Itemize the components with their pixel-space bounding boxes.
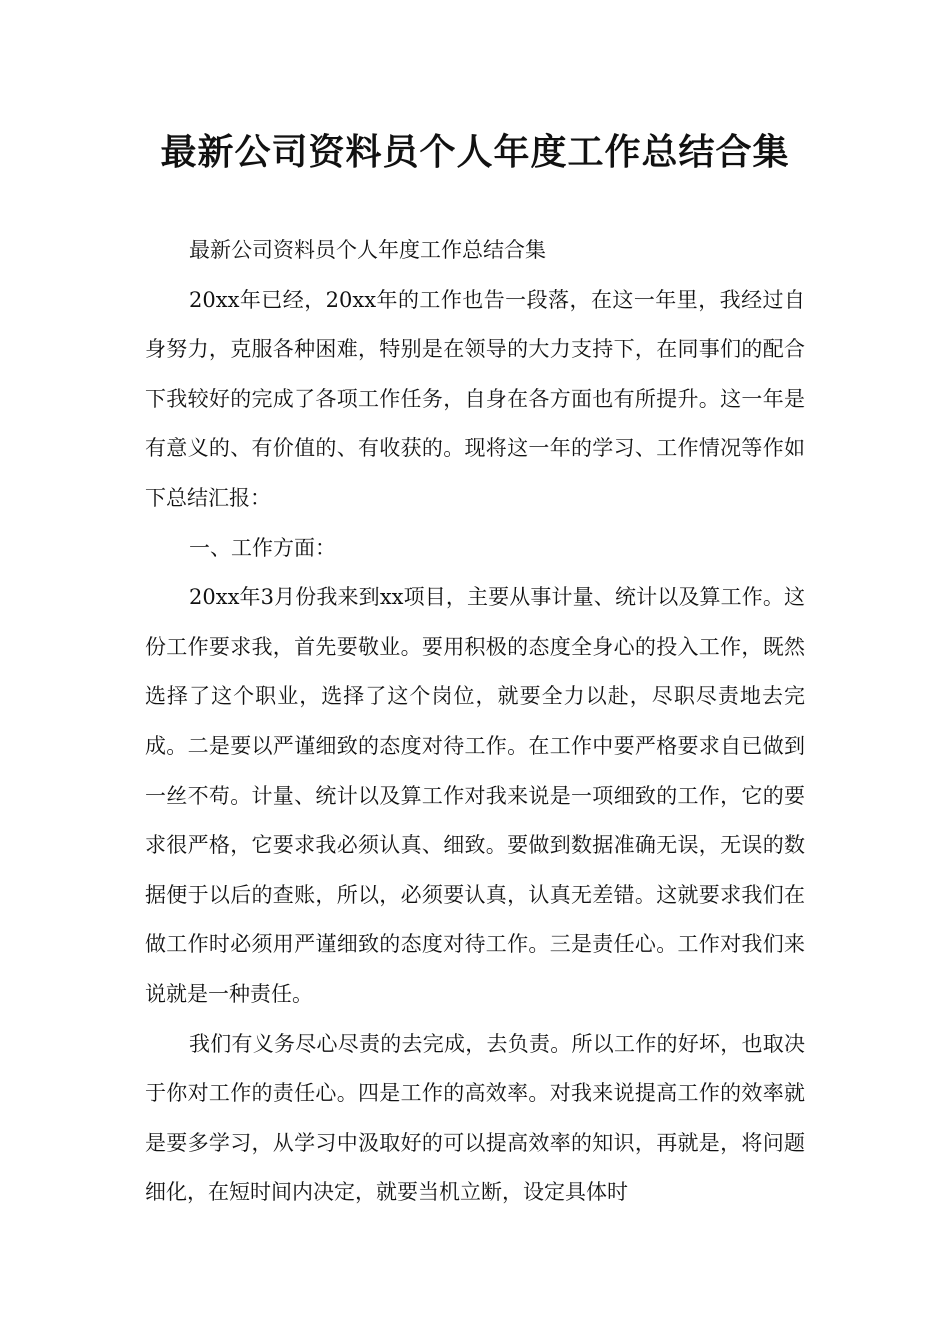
document-title: 最新公司资料员个人年度工作总结合集 <box>160 132 790 173</box>
section-heading-work: 一、工作方面： <box>189 535 336 560</box>
paragraph-subtitle: 最新公司资料员个人年度工作总结合集 <box>189 238 546 262</box>
paragraph-work-details: 20xx年3月份我来到xx项目，主要从事计量、统计以及算工作。这份工作要求我，首先要敬业。要用积极的态度全身心的投入工作，既然选择了这个职业，选择了这个岗位，就要全力以赴，尽职尽责地去完成。二是要以严谨细致的态度对待工作。在工作中要严格要求自已做到一丝不苟。计量、统计以及算工作对我来说是一项细致的工作，它的要求很严格，它要求我必须认真、细致。要做到数据准确无误，无误的数据便于以后的查账，所以，必须要认真，认真无差错。这就要求我们在做工作时必须用严谨细致的态度对待工作。三是责任心。工作对我们来说就是一种责任。 <box>145 585 805 1006</box>
paragraph-intro: 20xx年已经，20xx年的工作也告一段落，在这一年里，我经过自身努力，克服各种困难，特别是在领导的大力支持下，在同事们的配合下我较好的完成了各项工作任务，自身在各方面也有所提升。这一年是有意义的、有价值的、有收获的。现将这一年的学习、工作情况等作如下总结汇报： <box>145 287 805 510</box>
paragraph-responsibility: 我们有义务尽心尽责的去完成，去负责。所以工作的好坏，也取决于你对工作的责任心。四是工作的高效率。对我来说提高工作的效率就是要多学习，从学习中汲取好的可以提高效率的知识，再就是，将问题细化，在短时间内决定，就要当机立断，设定具体时 <box>145 1031 805 1205</box>
document-body <box>145 226 805 1218</box>
